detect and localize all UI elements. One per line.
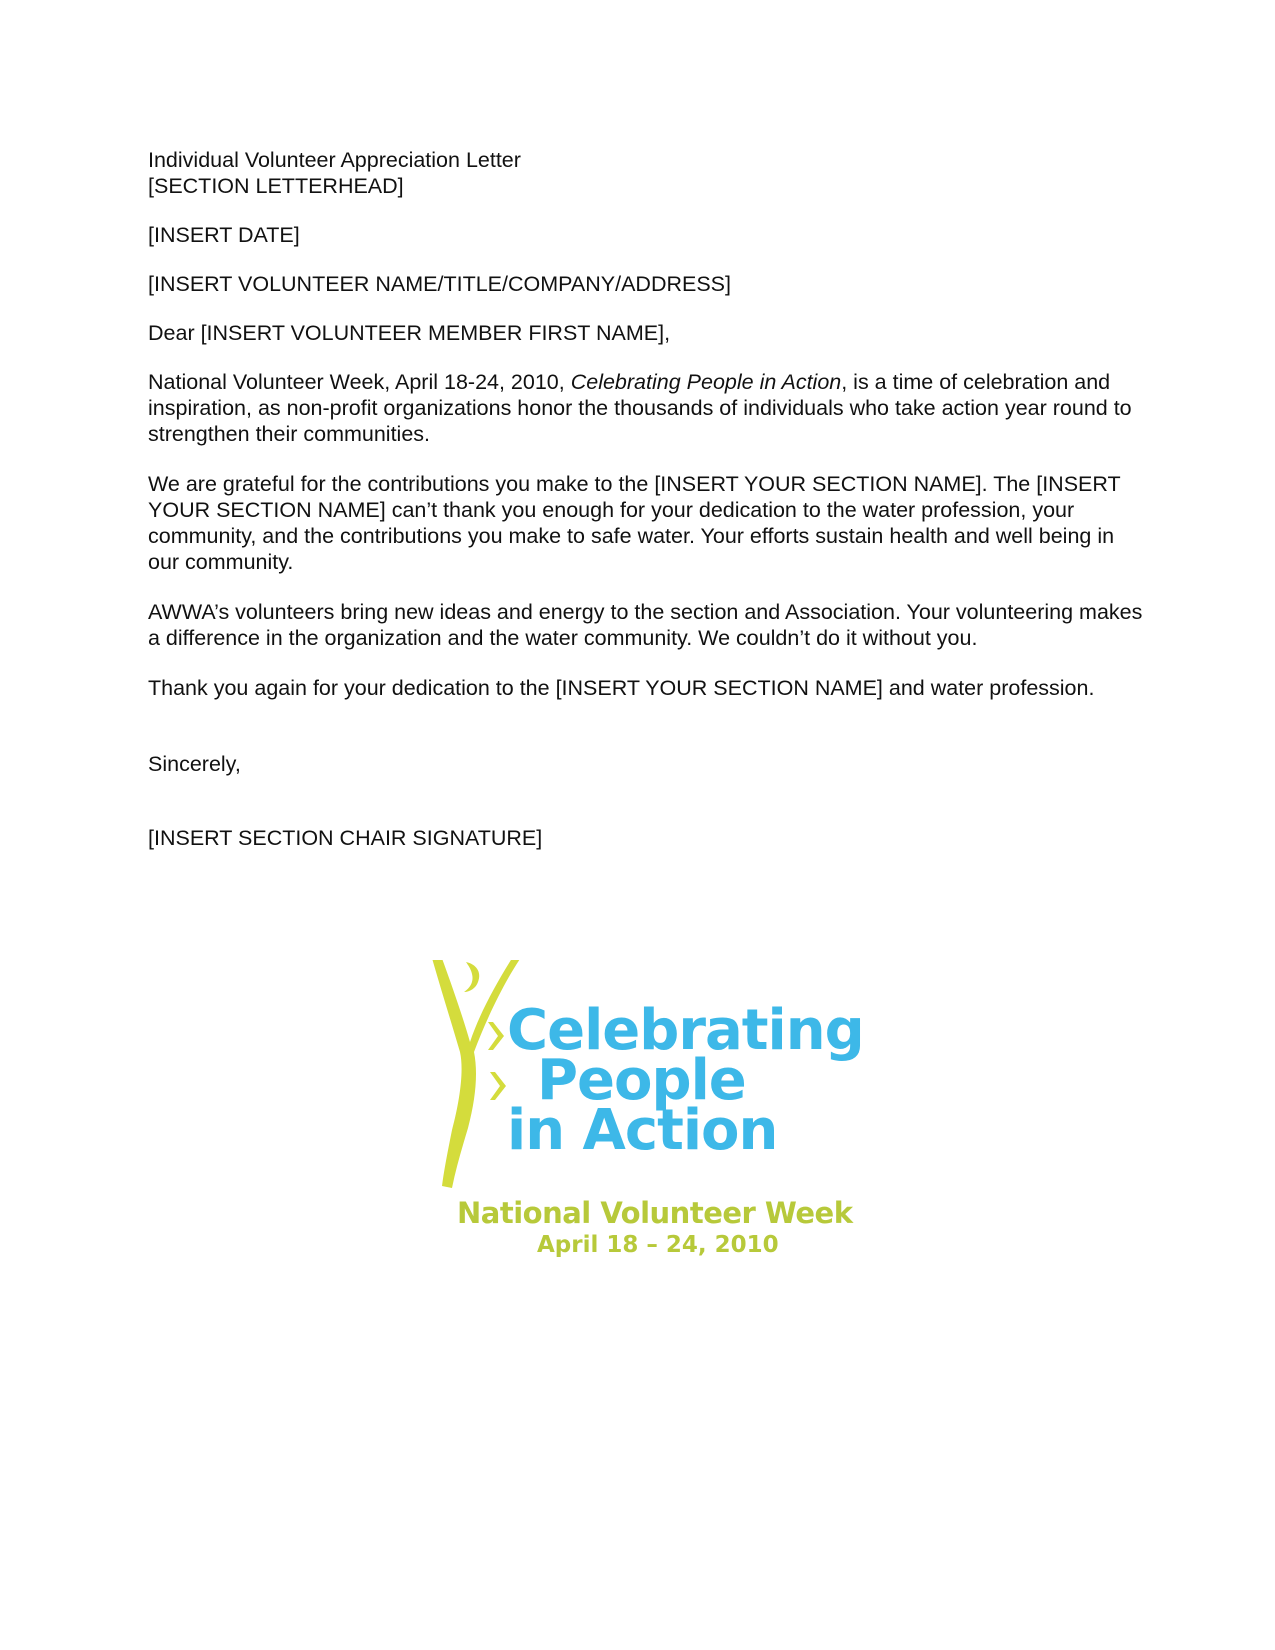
paragraph-4: Thank you again for your dedication to the [INSERT YOUR SECTION NAME] and water profession. [148,676,1095,700]
volunteer-week-logo [430,960,864,1260]
letter-title: Individual Volunteer Appreciation Letter [148,148,521,172]
paragraph-1-start: National Volunteer Week, April 18-24, 2010, [148,370,571,394]
logo-line-people: People [537,1048,746,1113]
salutation: Dear [INSERT VOLUNTEER MEMBER FIRST NAME], [148,321,671,345]
letterhead-placeholder: [SECTION LETTERHEAD] [148,174,404,198]
figure-head [464,962,479,992]
logo-week-title: National Volunteer Week [457,1196,853,1230]
logo-line-celebrating: Celebrating [507,998,864,1063]
letter-body [148,147,1148,851]
recipient-placeholder: [INSERT VOLUNTEER NAME/TITLE/COMPANY/ADDRESS] [148,272,731,296]
paragraph-1-theme: Celebrating People in Action [570,370,842,394]
chevron-right-icon [490,1072,506,1100]
person-figure-icon [430,960,530,1200]
paragraph-2: We are grateful for the contributions you make to the [INSERT YOUR SECTION NAME]. The [INSERT YOUR SECTION NAME] can’t thank you enough for your dedication to the water profession, your community, and the contributions you make to safe water. Your efforts sustain health and well being in our community. [148,472,1121,574]
paragraph-3: AWWA’s volunteers bring new ideas and energy to the section and Association. Your volunteering makes a difference in the organization and the water community. We couldn’t do it without you. [148,600,1143,650]
date-placeholder: [INSERT DATE] [148,223,300,247]
logo-dates: April 18 – 24, 2010 [537,1232,779,1258]
chevron-right-icon [488,1022,504,1050]
closing: Sincerely, [148,752,241,776]
logo-line-in-action: in Action [507,1098,778,1163]
paragraph-1-end: , is a time of celebration and inspiration, as non-profit organizations honor the thousands of individuals who take action year round to strengthen their communities. [148,370,1132,446]
paragraph-1 [148,369,1148,447]
signature-placeholder: [INSERT SECTION CHAIR SIGNATURE] [148,826,543,850]
